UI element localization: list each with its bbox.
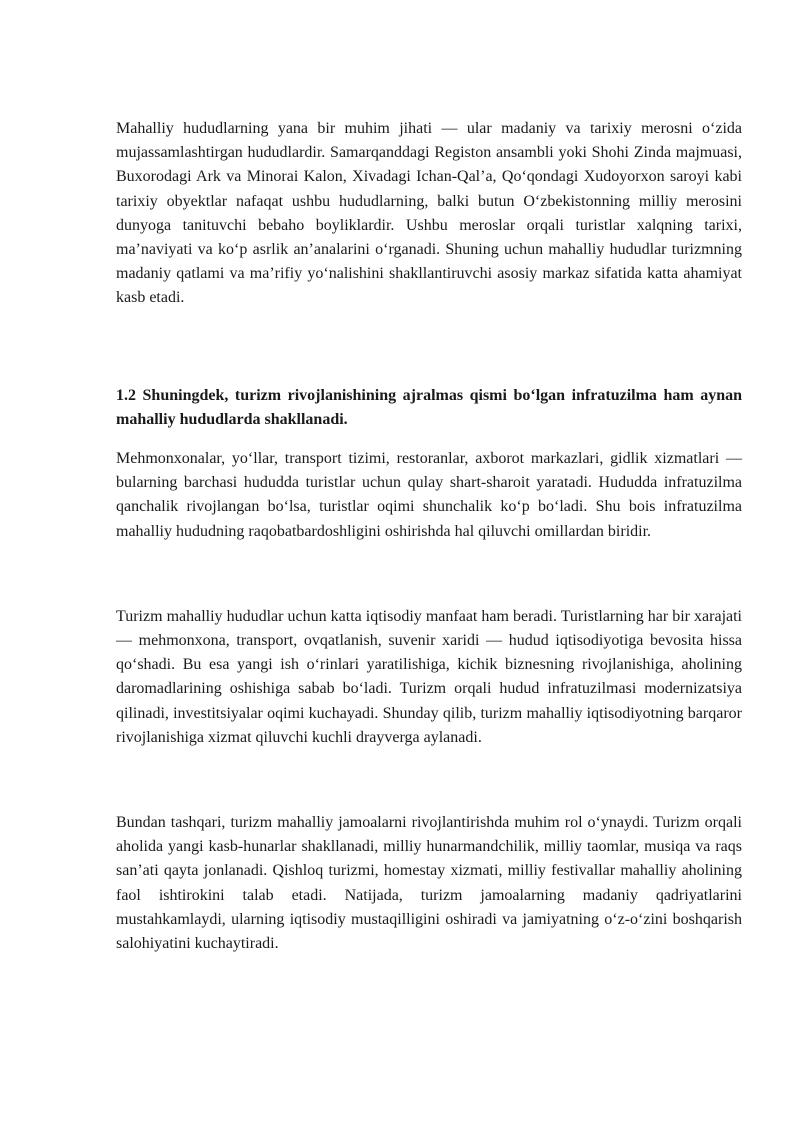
- paragraph-infrastructure: Mehmonxonalar, yo‘llar, transport tizimi, restoranlar, axborot markazlari, gidlik xizmatlari — bularning barchasi hududda turistlar uchun qulay shart-sharoit yaratadi. Hududda infratuzilma qanchalik rivojlangan bo‘lsa, turistlar oqimi shunchalik ko‘p bo‘ladi. Shu bois infratuzilma mahalliy hududning raqobatbardoshligini oshirishda hal qiluvchi omillardan biridir.: [116, 450, 742, 540]
- document-page: [116, 117, 742, 956]
- paragraph-cultural-heritage: Mahalliy hududlarning yana bir muhim jihati — ular madaniy va tarixiy merosni o‘zida mujassamlashtirgan hududlardir. Samarqanddagi Registon ansambli yoki Shohi Zinda majmuasi, Buxorodagi Ark va Minorai Kalon, Xivadagi Ichan-Qal’a, Qo‘qondagi Xudoyorxon saroyi kabi tarixiy obyektlar nafaqat ushbu hududlarning, balki butun O‘zbekistonning milliy merosini dunyoga tanituvchi bebaho boyliklardir. Ushbu meroslar orqali turistlar xalqning tarixi, ma’naviyati va ko‘p asrlik an’analarini o‘rganadi. Shuning uchun mahalliy hududlar turizmning madaniy qatlami va ma’rifiy yo‘nalishini shakllantiruvchi asosiy markaz sifatida katta ahamiyat kasb etadi.: [116, 120, 742, 307]
- paragraph-economic-benefit: Turizm mahalliy hududlar uchun katta iqtisodiy manfaat ham beradi. Turistlarning har bir xarajati — mehmonxona, transport, ovqatlanish, suvenir xaridi — hudud iqtisodiyotiga bevosita hissa qo‘shadi. Bu esa yangi ish o‘rinlari yaratilishiga, kichik biznesning rivojlanishiga, aholining daromadlarining oshishiga sabab bo‘ladi. Turizm orqali hudud infratuzilmasi modernizatsiya qilinadi, investitsiyalar oqimi kuchayadi. Shunday qilib, turizm mahalliy iqtisodiyotning barqaror rivojlanishiga xizmat qiluvchi kuchli drayverga aylanadi.: [116, 607, 742, 746]
- section-heading-1-2: 1.2 Shuningdek, turizm rivojlanishining ajralmas qismi bo‘lgan infratuzilma ham aynan mahalliy hududlarda shakllanadi.: [116, 386, 742, 428]
- paragraph-community-development: Bundan tashqari, turizm mahalliy jamoalarni rivojlantirishda muhim rol o‘ynaydi. Turizm orqali aholida yangi kasb-hunarlar shakllanadi, milliy hunarmandchilik, milliy taomlar, musiqa va raqs san’ati qayta jonlanadi. Qishloq turizmi, homestay xizmati, milliy festivallar mahalliy aholining faol ishtirokini talab etadi. Natijada, turizm jamoalarning madaniy qadriyatlarini mustahkamlaydi, ularning iqtisodiy mustaqilligini oshiradi va jamiyatning o‘z-o‘zini boshqarish salohiyatini kuchaytiradi.: [116, 814, 742, 953]
